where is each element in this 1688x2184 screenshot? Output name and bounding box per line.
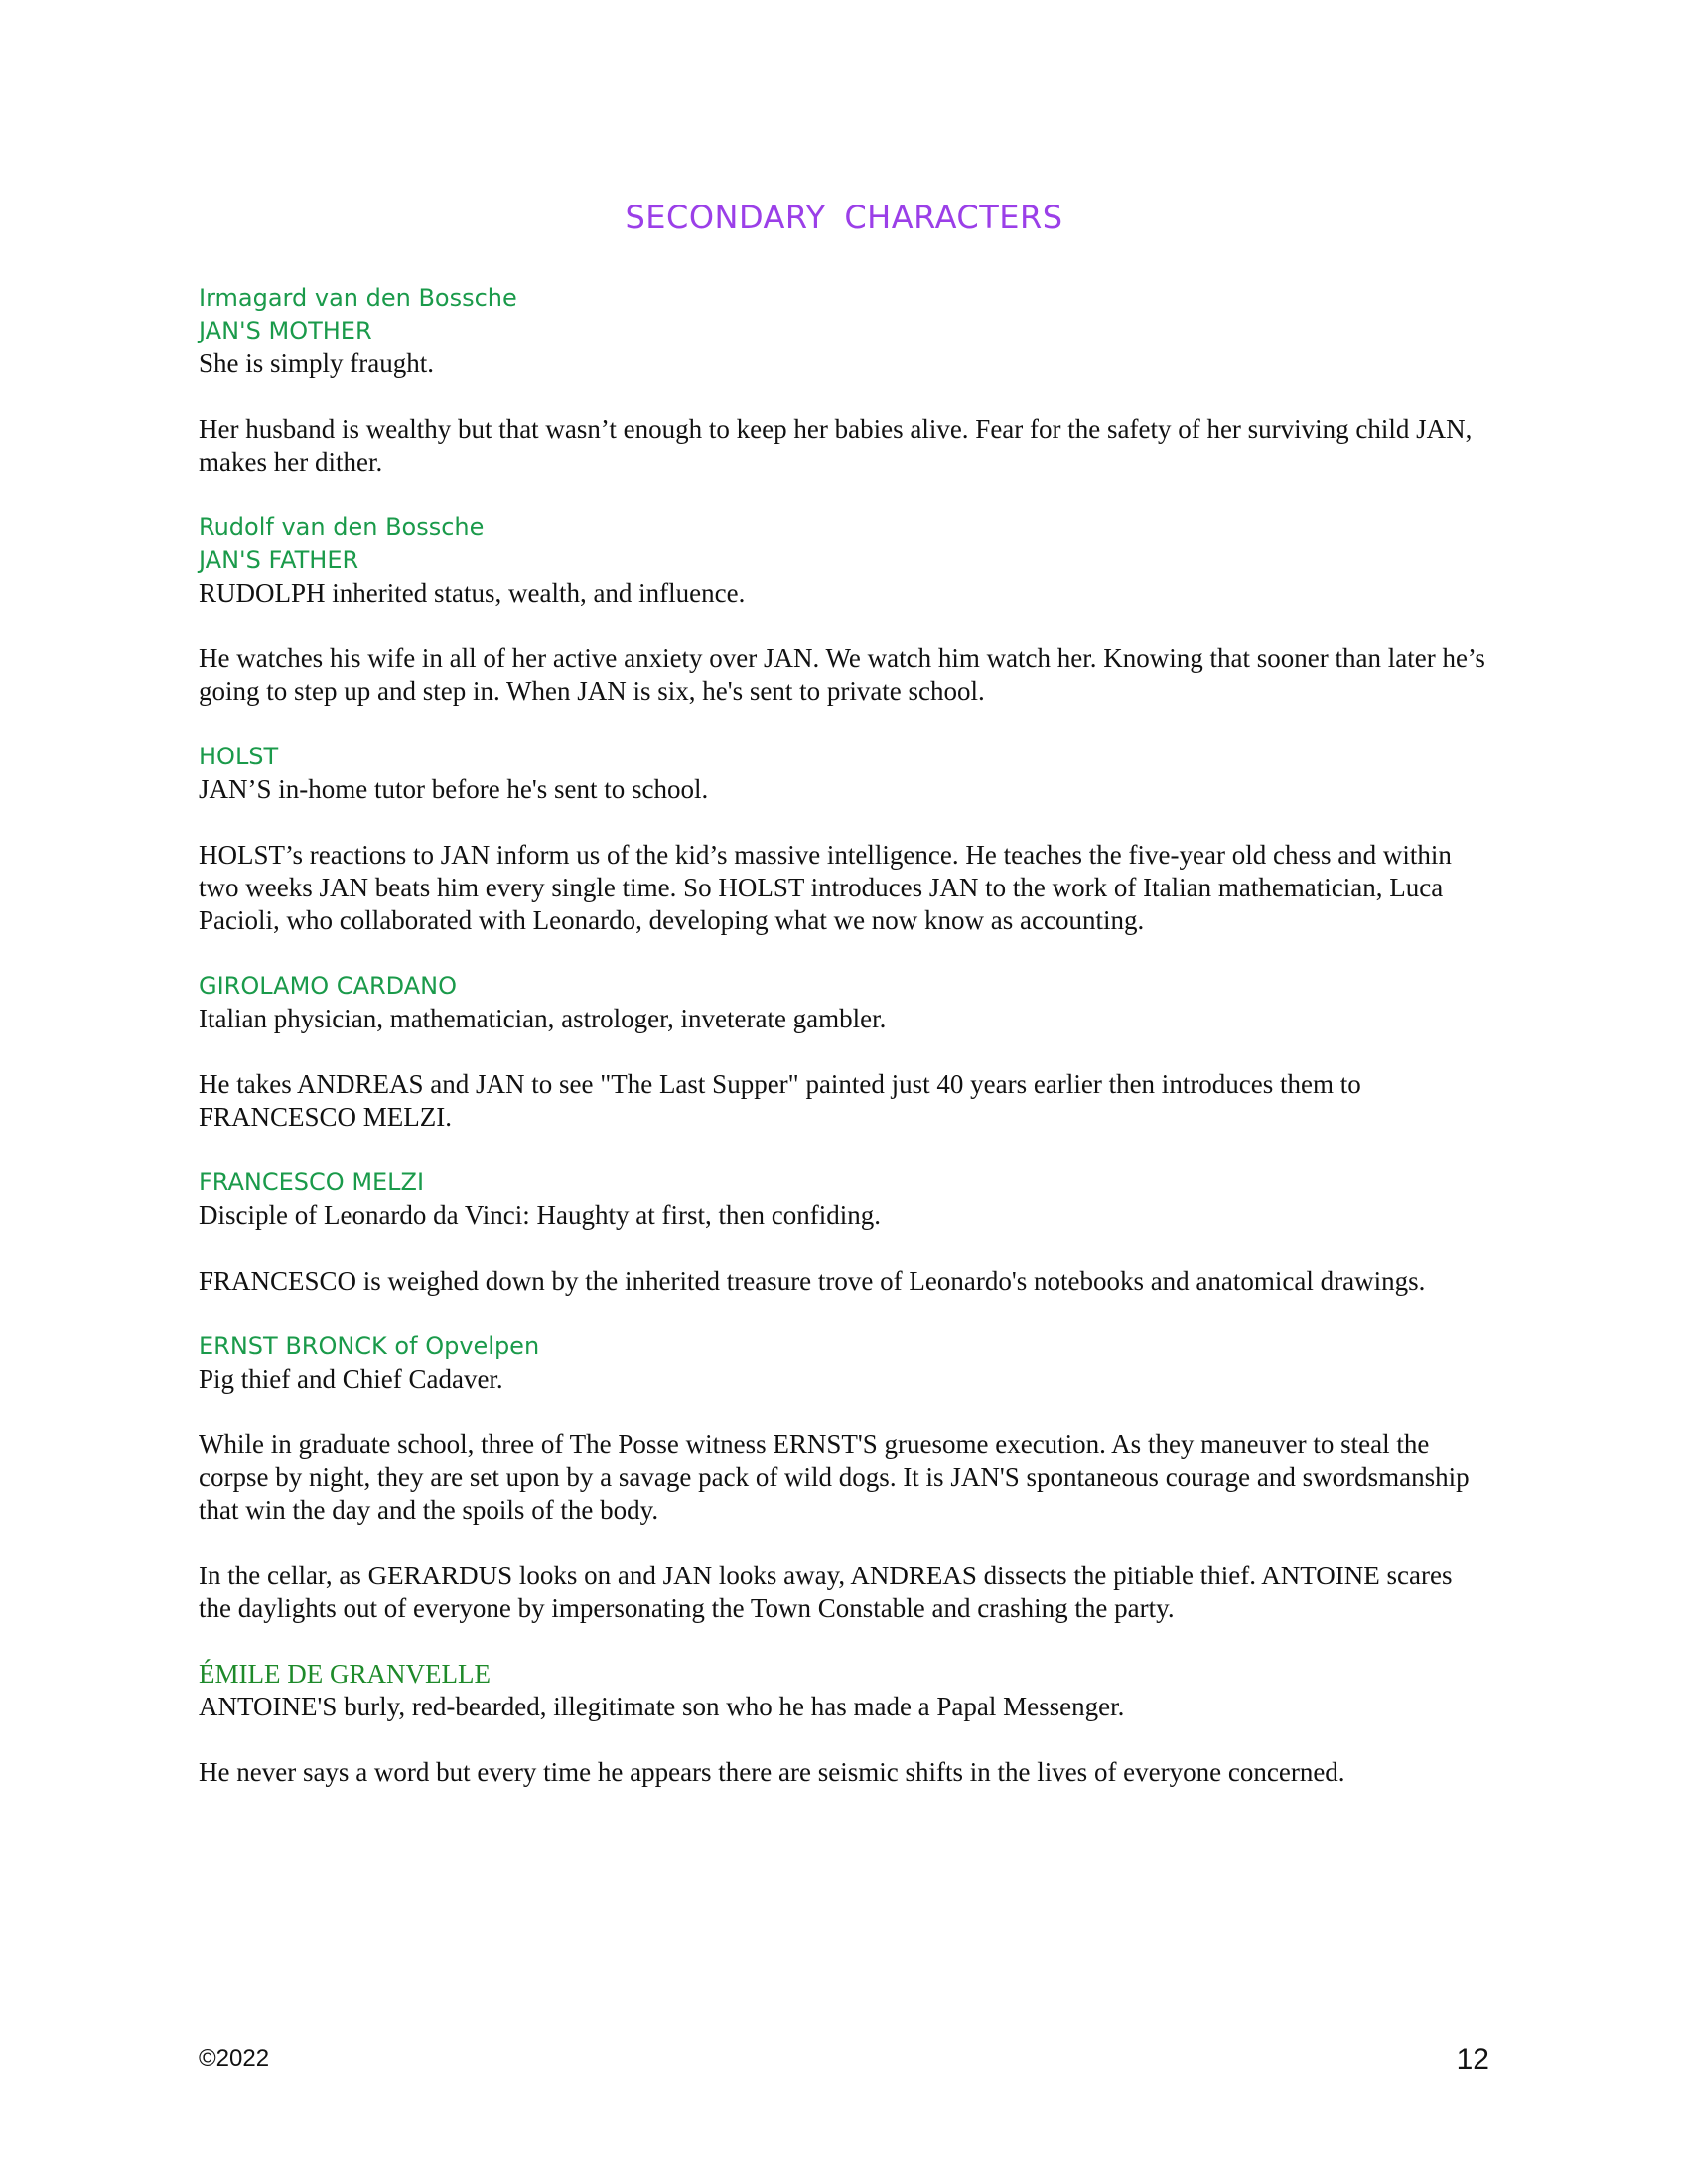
character-summary: RUDOLPH inherited status, wealth, and influence. <box>199 578 746 608</box>
character-name: HOLST <box>199 743 279 770</box>
character-summary: JAN’S in-home tutor before he's sent to school. <box>199 774 709 804</box>
character-list <box>199 282 1489 1822</box>
character-role: JAN'S FATHER <box>199 546 359 574</box>
page-number: 12 <box>1456 2043 1489 2076</box>
character-name: Irmagard van den Bossche <box>199 284 517 312</box>
copyright-notice: ©2022 <box>199 2045 270 2072</box>
character-summary: Disciple of Leonardo da Vinci: Haughty at first, then confiding. <box>199 1200 881 1230</box>
character-entry-ernst <box>199 1330 1489 1625</box>
character-description: He takes ANDREAS and JAN to see "The Last Supper" painted just 40 years earlier then introduces them to FRANCESCO MELZI. <box>199 1069 1361 1132</box>
character-entry-cardano <box>199 970 1489 1134</box>
character-summary: ANTOINE'S burly, red-bearded, illegitimate son who he has made a Papal Messenger. <box>199 1692 1125 1721</box>
character-description: In the cellar, as GERARDUS looks on and JAN looks away, ANDREAS dissects the pitiable thief. ANTOINE scares the daylights out of everyone by impersonating the Town Constable and crashing the party. <box>199 1561 1453 1623</box>
character-summary: She is simply fraught. <box>199 348 434 378</box>
character-summary: Pig thief and Chief Cadaver. <box>199 1364 503 1394</box>
character-name: Rudolf van den Bossche <box>199 513 485 541</box>
character-description: While in graduate school, three of The Posse witness ERNST'S gruesome execution. As they maneuver to steal the corpse by night, they are set upon by a savage pack of wild dogs. It is JAN'S spontaneous courage and swordsmanship that win the day and the spoils of the body. <box>199 1430 1470 1525</box>
character-name: FRANCESCO MELZI <box>199 1168 425 1196</box>
character-description: HOLST’s reactions to JAN inform us of the kid’s massive intelligence. He teaches the five-year old chess and within two weeks JAN beats him every single time. So HOLST introduces JAN to the work of Italian mathematician, Luca Pacioli, who collaborated with Leonardo, developing what we now know as accounting. <box>199 840 1452 935</box>
character-name: GIROLAMO CARDANO <box>199 972 457 1000</box>
character-entry-melzi <box>199 1166 1489 1297</box>
character-description: He watches his wife in all of her active anxiety over JAN. We watch him watch her. Knowing that sooner than later he’s going to step up and step in. When JAN is six, he's sent to private school. <box>199 643 1485 706</box>
character-entry-holst <box>199 741 1489 937</box>
character-summary: Italian physician, mathematician, astrologer, inveterate gambler. <box>199 1004 887 1033</box>
character-entry-irmagard <box>199 282 1489 478</box>
character-entry-emile <box>199 1658 1489 1789</box>
character-name: ERNST BRONCK of Opvelpen <box>199 1332 540 1360</box>
character-description: Her husband is wealthy but that wasn’t enough to keep her babies alive. Fear for the safety of her surviving child JAN, makes her dither. <box>199 414 1473 477</box>
character-entry-rudolf <box>199 511 1489 708</box>
character-name: ÉMILE DE GRANVELLE <box>199 1659 491 1689</box>
page-title: SECONDARY CHARACTERS <box>625 199 1063 236</box>
character-description: He never says a word but every time he appears there are seismic shifts in the lives of everyone concerned. <box>199 1757 1345 1787</box>
character-role: JAN'S MOTHER <box>199 317 372 344</box>
character-description: FRANCESCO is weighed down by the inherited treasure trove of Leonardo's notebooks and anatomical drawings. <box>199 1266 1426 1296</box>
